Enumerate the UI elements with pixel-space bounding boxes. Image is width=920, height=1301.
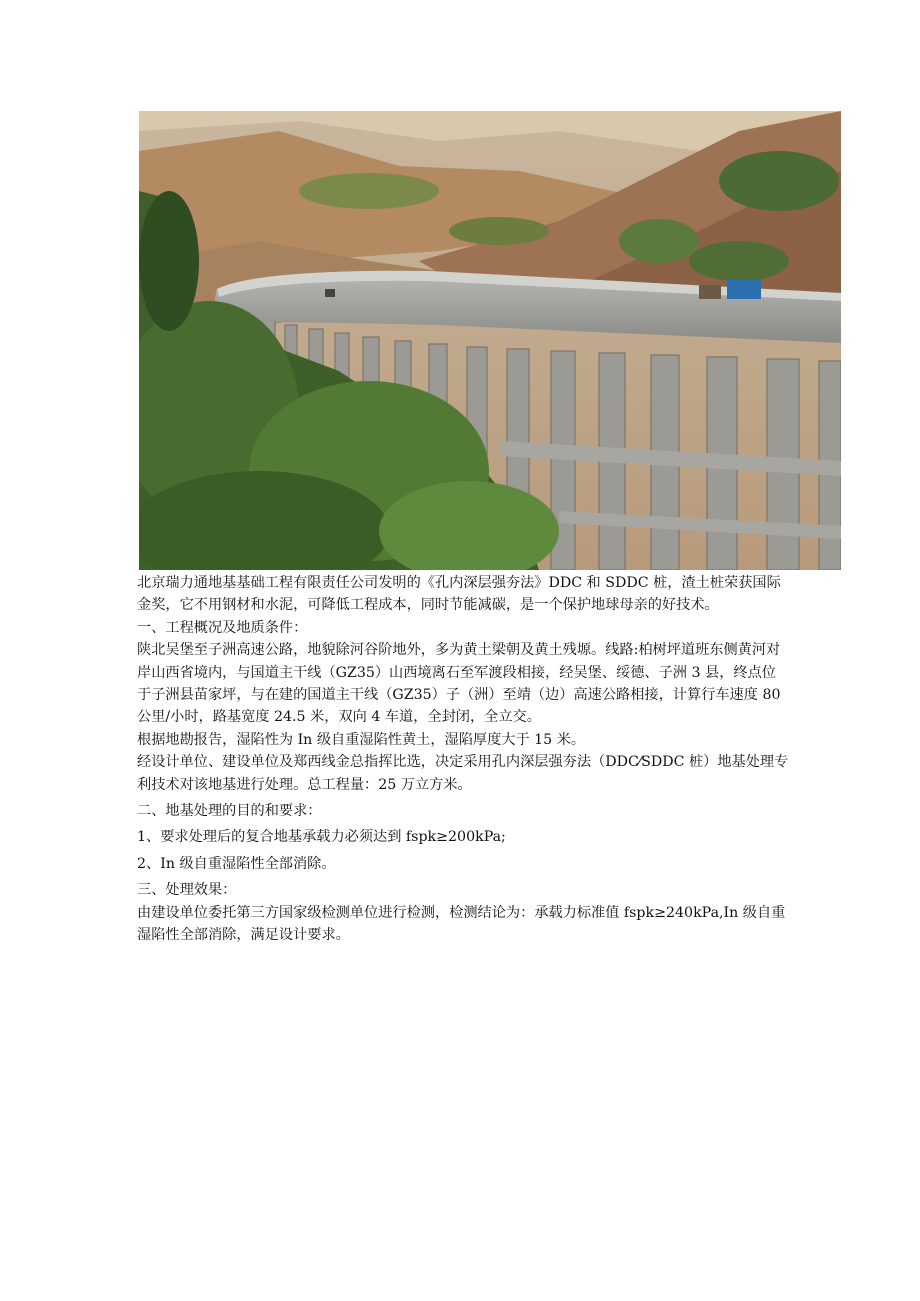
highway-viaduct-photo [139,111,841,570]
section-1-heading: 一、工程概况及地质条件： [137,619,308,636]
section-3-heading: 三、处理效果： [137,882,237,899]
section-1-paragraph: 陕北吴堡至子洲高速公路，地貌除河谷阶地外，多为黄土梁朝及黄土残塬。线路:柏树坪道班东侧黄河对岸山西省境内，与国道主干线（GZ35）山西境离石至军渡段相接，经吴堡、绥德、子洲 3 县，终点位于子洲县苗家坪，与在建的国道主干线（GZ35）子（洲）至靖（边）高速公路相接，计算行车速度 80 公里/小时，路基宽度 24.5 米，双向 4 车道，全封闭，全立交。 [137,642,781,726]
intro-paragraph: 北京瑞力通地基基础工程有限责任公司发明的《孔内深层强夯法》DDC 和 SDDC 桩，渣土桩荣获国际金奖，它不用钢材和水泥，可降低工程成本，同时节能减碳，是一个保护地球母亲的好技术。 [137,575,781,614]
result-paragraph: 由建设单位委托第三方国家级检测单位进行检测，检测结论为：承载力标准值 fspk≥240kPa,In 级自重湿陷性全部消除，满足设计要求。 [137,904,786,944]
requirement-1: 1、要求处理后的复合地基承载力必须达到 fspk≥200kPa; [137,829,506,846]
document-body [137,572,789,947]
survey-report-paragraph: 根据地勘报告，湿陷性为 In 级自重湿陷性黄土，湿陷厚度大于 15 米。 [137,731,586,748]
requirement-2: 2、In 级自重湿陷性全部消除。 [137,855,336,872]
design-decision-paragraph: 经设计单位、建设单位及郑西线金总指挥比选，决定采用孔内深层强夯法（DDC⁄SDDC 桩）地基处理专利技术对该地基进行处理。总工程量：25 万立方米。 [137,754,789,793]
section-2-heading: 二、地基处理的目的和要求： [137,803,322,820]
